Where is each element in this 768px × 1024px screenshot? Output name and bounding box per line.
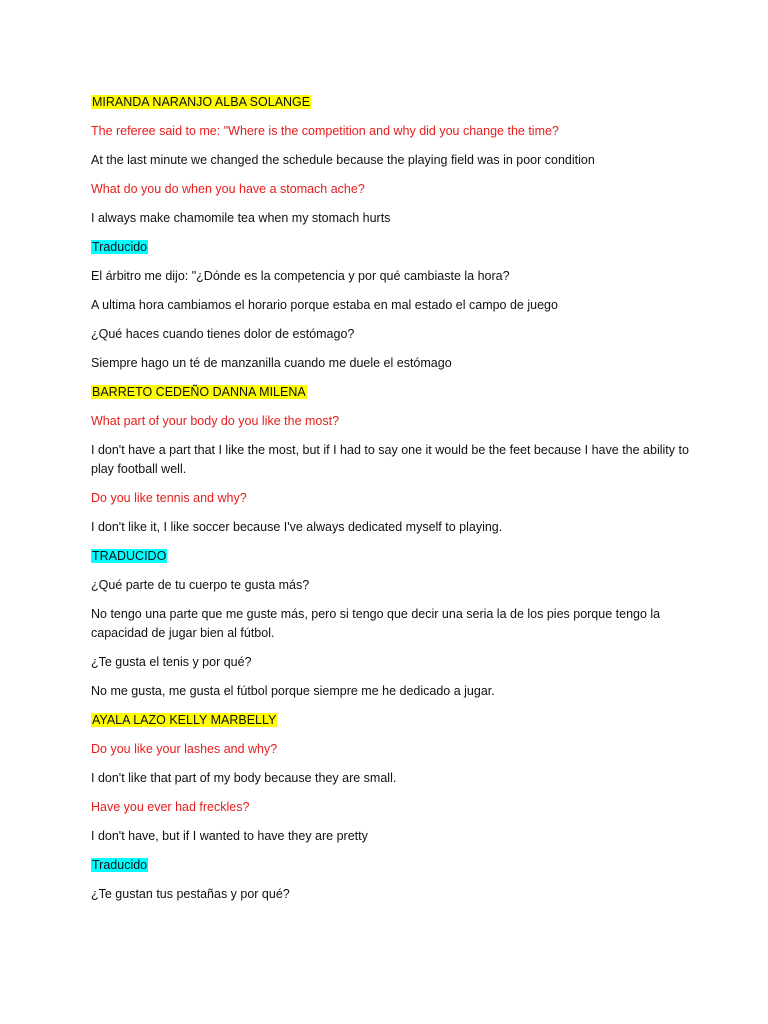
question-text: What part of your body do you like the most? (91, 414, 340, 428)
question-text: Do you like your lashes and why? (91, 742, 278, 756)
answer-text: I don't like that part of my body because they are small. (91, 771, 397, 785)
translation-highlight: TRADUCIDO (92, 549, 167, 563)
translated-text: ¿Te gustan tus pestañas y por qué? (91, 887, 290, 901)
answer-text: I don't have, but if I wanted to have they are pretty (91, 829, 368, 843)
student-name-heading (91, 711, 691, 730)
name-highlight: AYALA LAZO KELLY MARBELLY (92, 713, 277, 727)
answer-text: I don't like it, I like soccer because I've always dedicated myself to playing. (91, 520, 503, 534)
translation-highlight: Traducido (92, 240, 148, 254)
question-text: Have you ever had freckles? (91, 800, 250, 814)
question-text: Do you like tennis and why? (91, 491, 247, 505)
translated-text: ¿Qué haces cuando tienes dolor de estómago? (91, 327, 355, 341)
translated-text: El árbitro me dijo: "¿Dónde es la competencia y por qué cambiaste la hora? (91, 269, 510, 283)
name-highlight: MIRANDA NARANJO ALBA SOLANGE (92, 95, 311, 109)
name-highlight: BARRETO CEDEÑO DANNA MILENA (92, 385, 306, 399)
translated-text: No tengo una parte que me guste más, pero si tengo que decir una seria la de los pies porque tengo la capacidad de jugar bien al fútbol. (91, 607, 661, 640)
question-text: The referee said to me: "Where is the competition and why did you change the time? (91, 124, 559, 138)
translated-text: Siempre hago un té de manzanilla cuando me duele el estómago (91, 356, 452, 370)
student-name-heading (91, 93, 691, 112)
translated-text: ¿Te gusta el tenis y por qué? (91, 655, 252, 669)
document-body (91, 93, 691, 914)
answer-text: I always make chamomile tea when my stomach hurts (91, 211, 391, 225)
answer-text: At the last minute we changed the schedule because the playing field was in poor condition (91, 153, 595, 167)
translation-heading (91, 547, 691, 566)
answer-text: I don't have a part that I like the most, but if I had to say one it would be the feet because I have the ability to play football well. (91, 443, 689, 476)
translation-heading (91, 856, 691, 875)
translated-text: No me gusta, me gusta el fútbol porque siempre me he dedicado a jugar. (91, 684, 495, 698)
student-name-heading (91, 383, 691, 402)
translation-heading (91, 238, 691, 257)
question-text: What do you do when you have a stomach ache? (91, 182, 365, 196)
translated-text: ¿Qué parte de tu cuerpo te gusta más? (91, 578, 310, 592)
translation-highlight: Traducido (92, 858, 148, 872)
translated-text: A ultima hora cambiamos el horario porque estaba en mal estado el campo de juego (91, 298, 558, 312)
